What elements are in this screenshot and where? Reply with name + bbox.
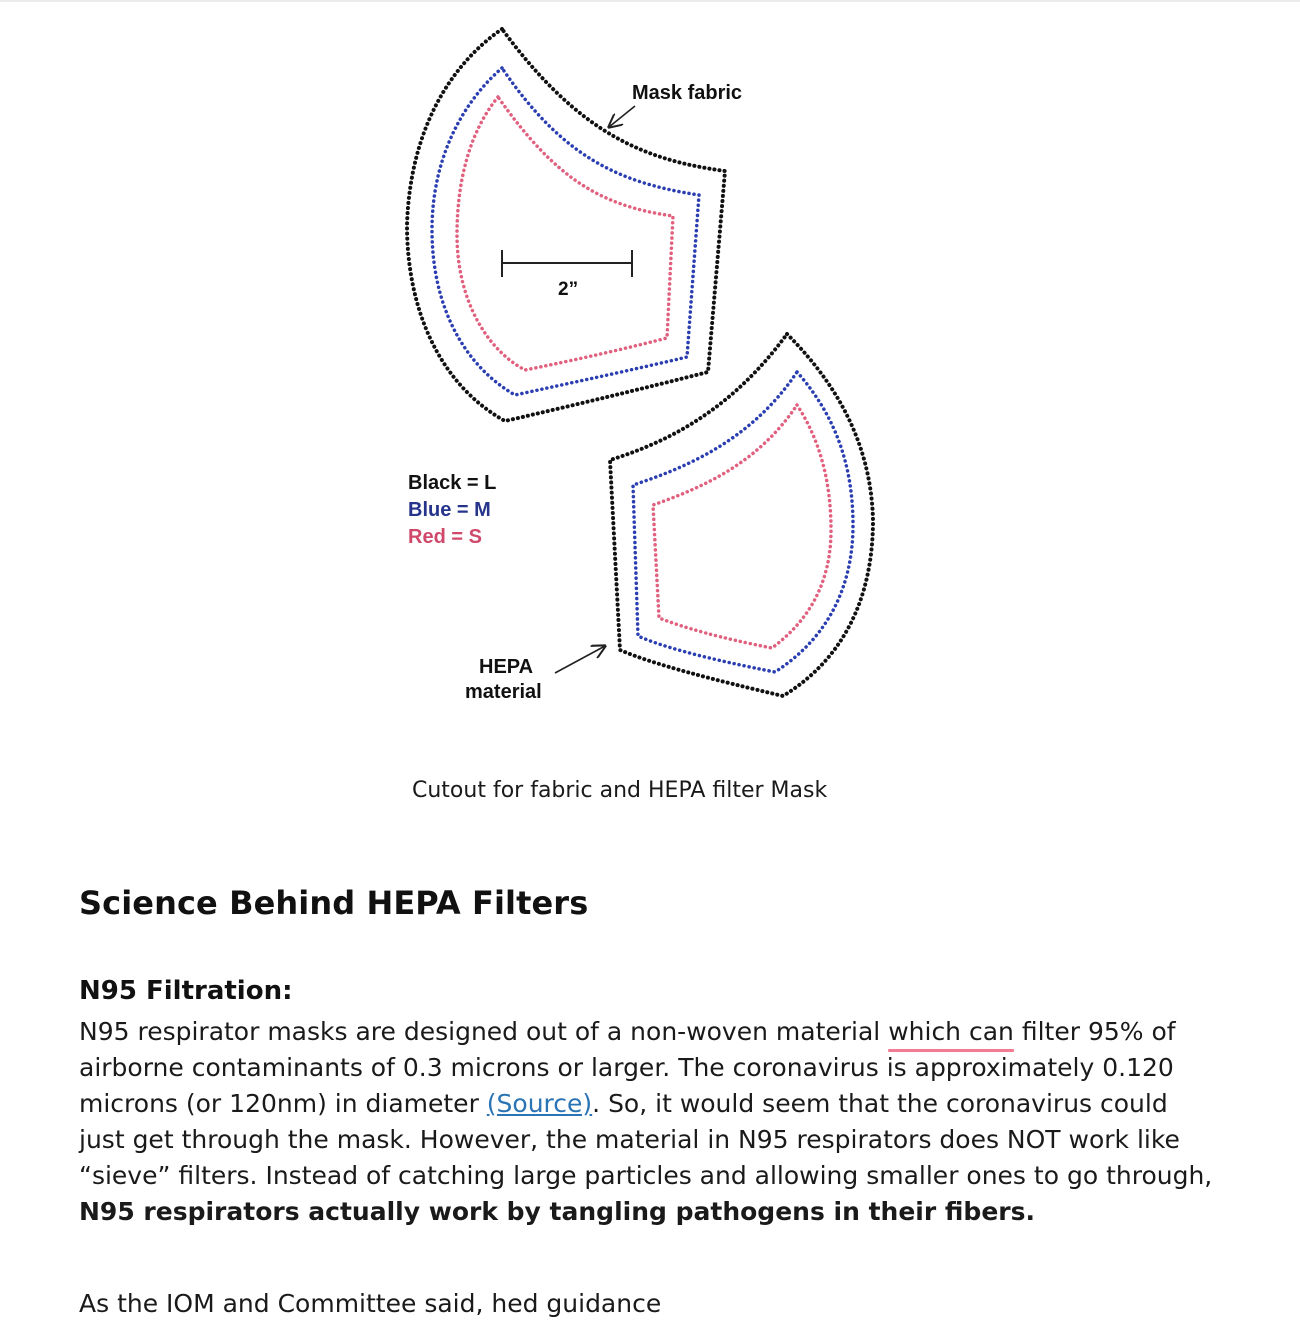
legend-small: Red = S — [408, 526, 482, 548]
hepa-material-arrow — [555, 646, 605, 673]
section-heading: Science Behind HEPA Filters — [79, 884, 589, 922]
top-divider — [0, 0, 1300, 2]
legend-medium: Blue = M — [408, 499, 491, 521]
subsection-heading: N95 Filtration: — [79, 976, 293, 1006]
lower-cutout-small-outline — [653, 405, 831, 648]
upper-cutout-medium-outline — [432, 68, 699, 395]
legend-large: Black = L — [408, 472, 497, 494]
next-paragraph-partial: As the IOM and Committee said, hed guidance — [79, 1289, 662, 1318]
mask-fabric-arrow — [609, 106, 635, 127]
mask-fabric-label: Mask fabric — [632, 82, 743, 104]
lower-cutout-medium-outline — [633, 372, 853, 672]
paragraph-text-3: . So, it would seem that the coronavirus could just get through the mask. However, the material in N95 respirators does NOT work like “sieve” filters. Instead of catching large particles and allowing smaller ones to go through, — [79, 1089, 1213, 1190]
paragraph-bold-text: N95 respirators actually work by tangling pathogens in their fibers. — [79, 1197, 1035, 1226]
spellcheck-flagged-text: which can — [888, 1017, 1014, 1046]
paragraph-text-2: filter 95% of airborne contaminants of 0.3 microns or larger. The coronavirus is approximately 0.120 microns (or 120nm) in diameter — [79, 1017, 1176, 1118]
body-paragraph — [79, 1014, 1214, 1230]
figure-caption: Cutout for fabric and HEPA filter Mask — [412, 778, 828, 803]
hepa-label-line2: material — [465, 681, 542, 703]
two-inch-label: 2” — [558, 279, 579, 300]
two-inch-measure — [502, 250, 632, 277]
mask-pattern-figure — [395, 20, 885, 720]
source-link[interactable]: (Source) — [486, 1089, 593, 1118]
hepa-label-line1: HEPA — [479, 656, 534, 678]
paragraph-text-1: N95 respirator masks are designed out of a non-woven material — [79, 1017, 889, 1046]
mask-pattern-diagram — [395, 20, 885, 720]
upper-cutout-small-outline — [457, 97, 673, 370]
